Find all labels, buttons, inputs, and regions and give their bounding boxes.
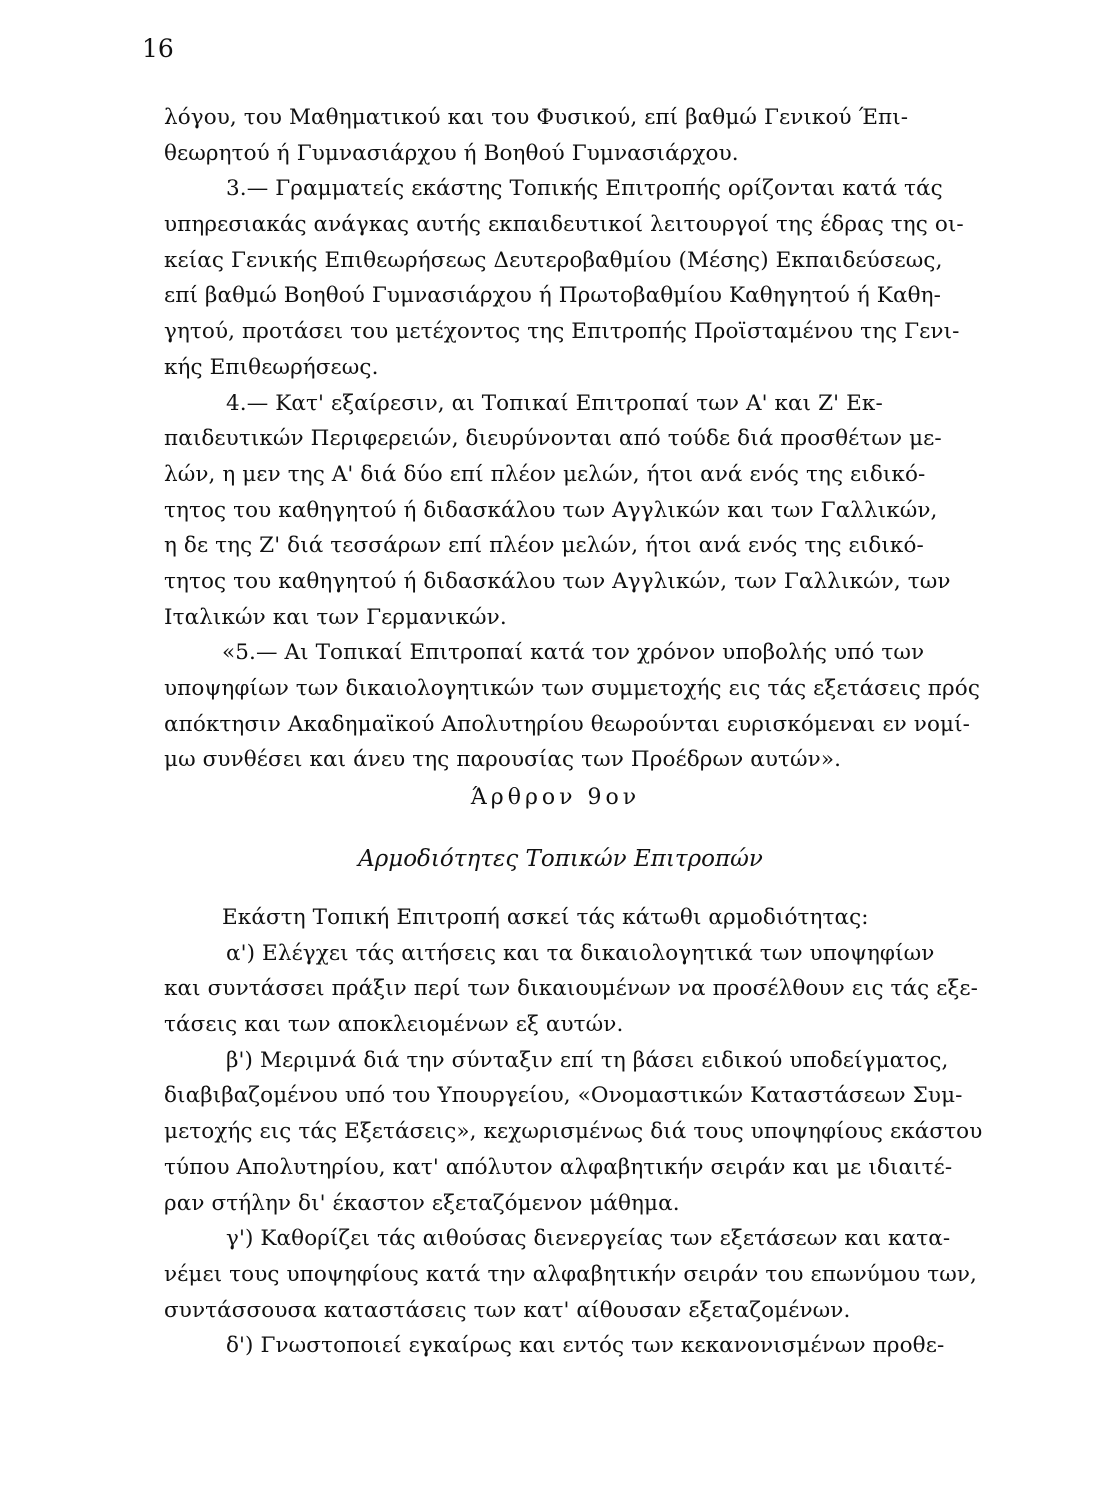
text-line: υποψηφίων των δικαιολογητικών των συμμετοχής εις τάς εξετάσεις πρός: [164, 676, 980, 701]
text-line: τύπου Απολυτηρίου, κατ' απόλυτον αλφαβητικήν σειράν και με ιδιαιτέ-: [164, 1154, 953, 1180]
text-line: τητος του καθηγητού ή διδασκάλου των Αγγλικών και των Γαλλικών,: [164, 497, 938, 523]
text-line: δ') Γνωστοποιεί εγκαίρως και εντός των κεκανονισμένων προθε-: [226, 1333, 945, 1359]
text-line: γητού, προτάσει του μετέχοντος της Επιτροπής Προϊσταμένου της Γενι-: [164, 319, 960, 345]
text-line: θεωρητού ή Γυμνασιάρχου ή Βοηθού Γυμνασιάρχου.: [164, 140, 739, 166]
article-heading: Άρθρον 9ον: [470, 785, 641, 810]
text-line: υπηρεσιακάς ανάγκας αυτής εκπαιδευτικοί λειτουργοί της έδρας της οι-: [164, 212, 964, 238]
text-line: λών, η μεν της Α' διά δύο επί πλέον μελών, ήτοι ανά ενός της ειδικό-: [164, 461, 926, 487]
text-line: 4.— Κατ' εξαίρεσιν, αι Τοπικαί Επιτροπαί των Α' και Ζ' Εκ-: [226, 390, 883, 416]
text-line: τάσεις και των αποκλειομένων εξ αυτών.: [164, 1012, 624, 1038]
text-line: α') Ελέγχει τάς αιτήσεις και τα δικαιολογητικά των υποψηφίων: [226, 940, 935, 966]
text-line: και συντάσσει πράξιν περί των δικαιουμένων να προσέλθουν εις τάς εξε-: [164, 976, 979, 1002]
text-line: μετοχής εις τάς Εξετάσεις», κεχωρισμένως διά τους υποψηφίους εκάστου: [164, 1119, 983, 1145]
page-number: 16: [142, 34, 174, 63]
text-line: β') Μεριμνά διά την σύνταξιν επί τη βάσει ειδικού υποδείγματος,: [226, 1047, 949, 1073]
text-line: συντάσσουσα καταστάσεις των κατ' αίθουσαν εξεταζομένων.: [164, 1297, 851, 1323]
text-line: επί βαθμώ Βοηθού Γυμνασιάρχου ή Πρωτοβαθμίου Καθηγητού ή Καθη-: [164, 283, 941, 309]
text-line: παιδευτικών Περιφερειών, διευρύνονται από τούδε διά προσθέτων με-: [164, 426, 942, 452]
text-line: η δε της Ζ' διά τεσσάρων επί πλέον μελών, ήτοι ανά ενός της ειδικό-: [164, 533, 924, 559]
text-line: γ') Καθορίζει τάς αιθούσας διενεργείας των εξετάσεων και κατα-: [226, 1226, 951, 1252]
text-line: κείας Γενικής Επιθεωρήσεως Δευτεροβαθμίου (Μέσης) Εκπαιδεύσεως,: [164, 247, 943, 273]
text-line: απόκτησιν Ακαδημαϊκού Απολυτηρίου θεωρούνται ευρισκόμεναι εν νομί-: [164, 711, 970, 737]
text-line: κής Επιθεωρήσεως.: [164, 354, 379, 380]
text-line: μω συνθέσει και άνευ της παρουσίας των Προέδρων αυτών».: [164, 747, 842, 773]
text-line: 3.— Γραμματείς εκάστης Τοπικής Επιτροπής ορίζονται κατά τάς: [226, 176, 943, 202]
article-title: Αρμοδιότητες Τοπικών Επιτροπών: [358, 846, 763, 872]
bottom-text-block: [164, 900, 1014, 1364]
text-line: τητος του καθηγητού ή διδασκάλου των Αγγλικών, των Γαλλικών, των: [164, 568, 951, 594]
text-line: «5.— Αι Τοπικαί Επιτροπαί κατά τον χρόνον υποβολής υπό των: [222, 640, 925, 666]
top-text-block: [164, 100, 1014, 778]
text-line: διαβιβαζομένου υπό του Υπουργείου, «Ονομαστικών Καταστάσεων Συμ-: [164, 1083, 963, 1109]
text-line: ραν στήλην δι' έκαστον εξεταζόμενον μάθημα.: [164, 1190, 680, 1216]
text-line: νέμει τους υποψηφίους κατά την αλφαβητικήν σειράν του επωνύμου των,: [164, 1261, 977, 1287]
text-line: Εκάστη Τοπική Επιτροπή ασκεί τάς κάτωθι αρμοδιότητας:: [222, 905, 869, 930]
text-line: Ιταλικών και των Γερμανικών.: [164, 604, 507, 630]
text-line: λόγου, του Μαθηματικού και του Φυσικού, επί βαθμώ Γενικού Έπι-: [164, 105, 909, 130]
